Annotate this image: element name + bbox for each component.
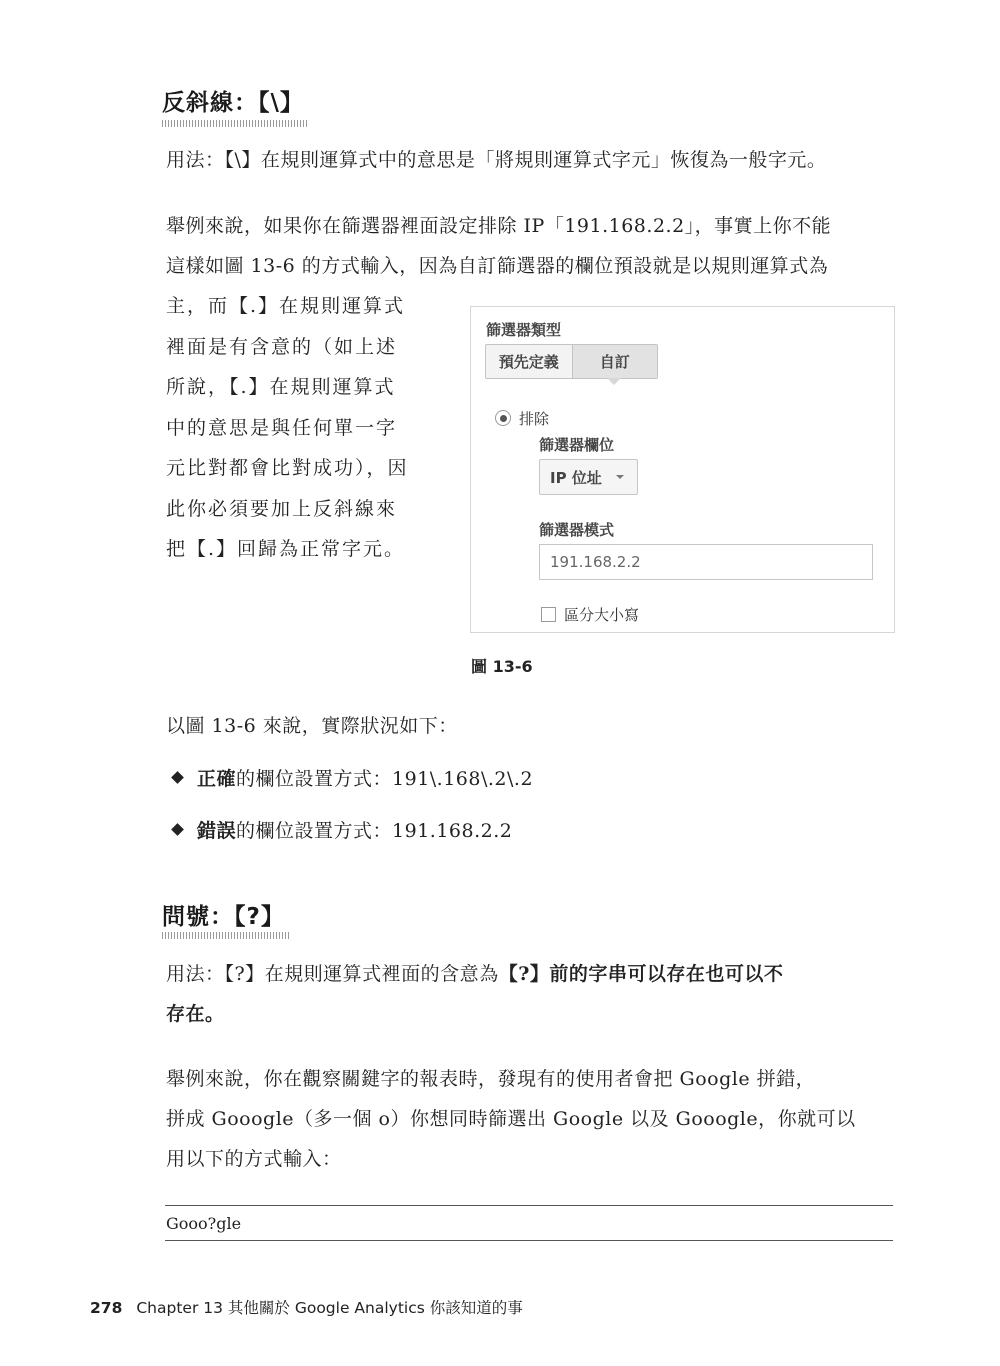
wrap-line: 元比對都會比對成功），因 (166, 457, 409, 479)
bullet-wrong-text: 的欄位設置方式：191.168.2.2 (236, 820, 513, 842)
bullet-wrong-bold: 錯誤 (197, 820, 237, 842)
section-heading-question: 問號：【?】 (162, 904, 285, 930)
code-example-box (165, 1205, 893, 1241)
heading-underline (162, 120, 307, 127)
wrap-line: 裡面是有含意的（如上述 (166, 335, 398, 358)
radio-selected-dot (500, 415, 507, 422)
page-footer (90, 1296, 523, 1318)
wrap-line: 中的意思是與任何單一字 (166, 416, 398, 439)
tab-predefined[interactable]: 預先定義 (498, 353, 559, 371)
heading-underline (162, 932, 289, 939)
status-intro: 以圖 13-6 來說，實際狀況如下： (166, 715, 458, 737)
wrap-line: 此你必須要加上反斜線來 (166, 497, 398, 520)
filter-type-toggle[interactable] (485, 344, 658, 379)
filter-field-label: 篩選器欄位 (539, 436, 615, 454)
page-number: 278 (90, 1299, 123, 1317)
backslash-example-line-2: 這樣如圖 13-6 的方式輸入，因為自訂篩選器的欄位預設就是以規則運算式為 (166, 255, 829, 277)
wrap-line: 所說，【.】在規則運算式 (166, 376, 396, 398)
filter-settings-figure (470, 306, 895, 633)
question-usage-line-1 (166, 954, 783, 994)
tab-custom[interactable]: 自訂 (572, 345, 658, 378)
chapter-title: Chapter 13 其他關於 Google Analytics 你該知道的事 (136, 1299, 523, 1317)
question-example-line: 用以下的方式輸入： (166, 1148, 342, 1170)
wrapped-explanation (166, 286, 436, 570)
wrap-line: 主，而【.】在規則運算式 (166, 295, 406, 317)
selected-tab-pointer (607, 378, 621, 385)
filter-field-value: IP 位址 (550, 468, 602, 487)
case-sensitive-checkbox[interactable] (541, 607, 556, 622)
question-example (166, 1059, 896, 1179)
filter-pattern-label: 篩選器模式 (539, 521, 615, 539)
code-example: Gooo?gle (166, 1214, 242, 1233)
question-usage-bold: 【?】前的字串可以存在也可以不 (498, 963, 784, 985)
question-usage-bold-end: 存在。 (166, 1003, 225, 1025)
filter-field-dropdown[interactable] (539, 459, 638, 495)
section-heading-backslash: 反斜線：【\】 (162, 90, 304, 116)
bullet-wrong (197, 811, 512, 851)
wrap-line: 把【.】回歸為正常字元。 (166, 538, 406, 560)
figure-caption: 圖 13-6 (471, 657, 533, 676)
bullet-correct-bold: 正確 (197, 768, 237, 790)
question-usage-line-2 (166, 994, 225, 1034)
chevron-down-icon (616, 475, 624, 479)
filter-pattern-value: 191.168.2.2 (550, 553, 641, 571)
question-example-line: 舉例來說，你在觀察關鍵字的報表時，發現有的使用者會把 Google 拼錯， (166, 1068, 816, 1090)
backslash-usage: 用法：【\】在規則運算式中的意思是「將規則運算式字元」恢復為一般字元。 (166, 149, 827, 171)
diamond-bullet-icon (171, 823, 184, 836)
exclude-radio[interactable] (495, 410, 511, 426)
filter-pattern-input[interactable] (539, 544, 873, 580)
bullet-correct (197, 759, 533, 799)
bullet-correct-text: 的欄位設置方式：191\.168\.2\.2 (236, 768, 534, 790)
filter-type-label: 篩選器類型 (486, 321, 562, 339)
question-example-line: 拼成 Gooogle（多一個 o）你想同時篩選出 Google 以及 Gooogle，你就可以 (166, 1108, 856, 1130)
backslash-example-line-1: 舉例來說，如果你在篩選器裡面設定排除 IP「191.168.2.2」，事實上你不能 (166, 215, 832, 237)
case-sensitive-label: 區分大小寫 (564, 606, 640, 624)
diamond-bullet-icon (171, 771, 184, 784)
exclude-label: 排除 (519, 410, 550, 428)
question-usage-plain: 用法：【?】在規則運算式裡面的含意為 (166, 963, 499, 985)
